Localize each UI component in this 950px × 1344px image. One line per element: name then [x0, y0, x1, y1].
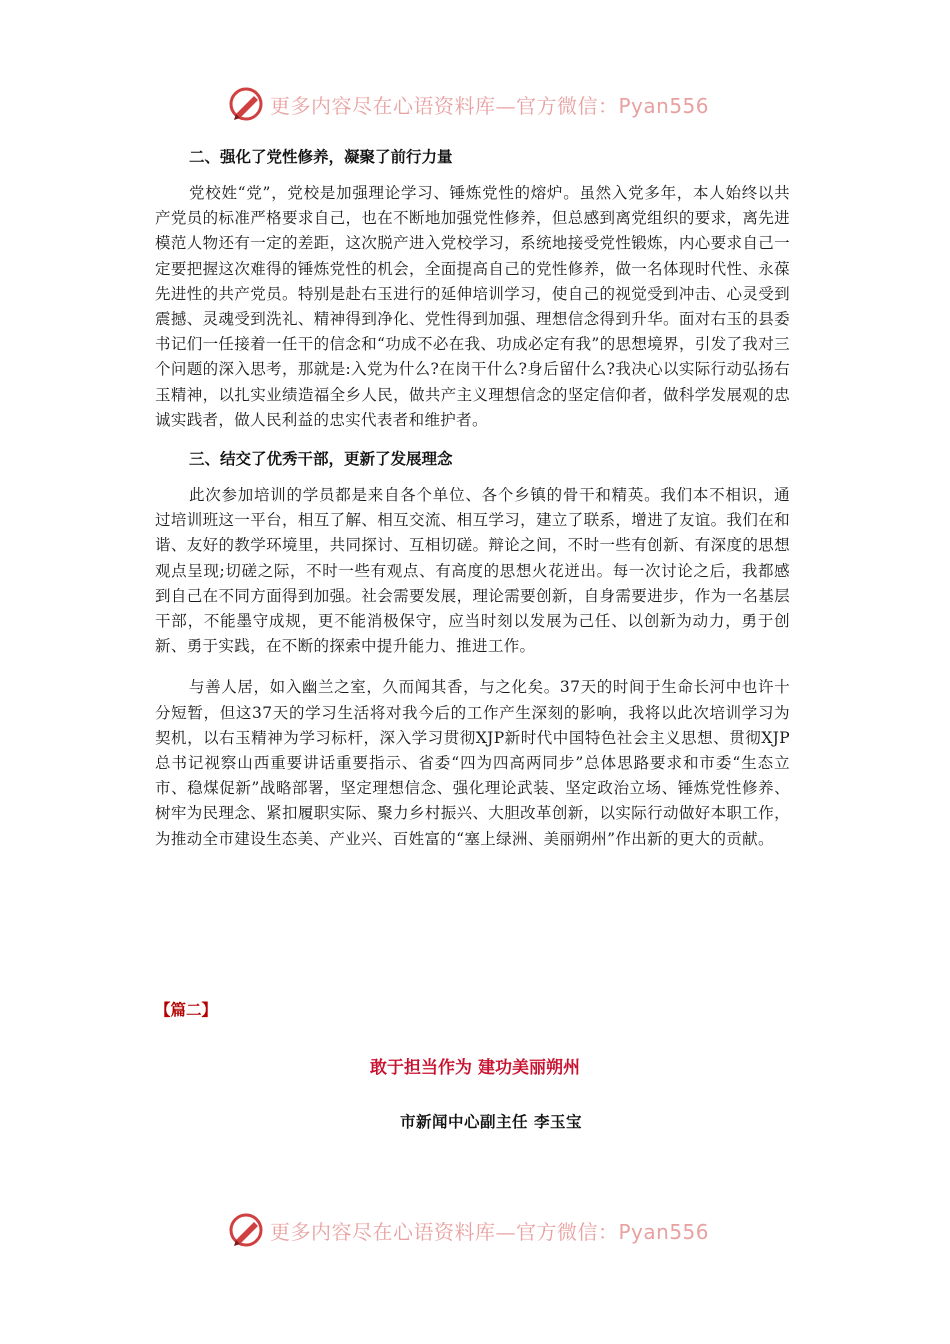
article-byline: 市新闻中心副主任 李玉宝: [400, 1113, 582, 1131]
banner-label: 更多内容尽在心语资料库—官方微信：: [270, 93, 619, 118]
footer-watermark-banner: [228, 1210, 709, 1250]
header-watermark-banner: [228, 84, 709, 124]
part-label: 【篇二】: [155, 1001, 218, 1019]
document-body: [155, 143, 790, 852]
banner-text: [270, 90, 709, 119]
body-paragraph: 与善人居，如入幽兰之室，久而闻其香，与之化矣。37天的时间于生命长河中也许十分短暂，但这37天的学习生活将对我今后的工作产生深刻的影响，我将以此次培训学习为契机，以右玉精神为学习标杆，深入学习贯彻XJP新时代中国特色社会主义思想、贯彻XJP总书记视察山西重要讲话重要指示、省委“四为四高两同步”总体思路要求和市委“生态立市、稳煤促新”战略部署，坚定理想信念、强化理论武装、坚定政治立场、锤炼党性修养、树牢为民理念、紧扣履职实际、聚力乡村振兴、大胆改革创新，以实际行动做好本职工作，为推动全市建设生态美、产业兴、百姓富的“塞上绿洲、美丽朔州”作出新的更大的贡献。: [155, 678, 790, 848]
body-paragraph: 党校姓“党”，党校是加强理论学习、锤炼党性的熔炉。虽然入党多年，本人始终以共产党员的标准严格要求自己，也在不断地加强党性修养，但总感到离党组织的要求，离先进模范人物还有一定的差距，这次脱产进入党校学习，系统地接受党性锻炼，内心要求自己一定要把握这次难得的锤炼党性的机会，全面提高自己的党性修养，做一名体现时代性、永葆先进性的共产党员。特别是赴右玉进行的延伸培训学习，使自己的视觉受到冲击、心灵受到震撼、灵魂受到洗礼、精神得到净化、党性得到加强、理想信念得到升华。面对右玉的县委书记们一任接着一任干的信念和“功成不必在我、功成必定有我”的思想境界，引发了我对三个问题的深入思考，那就是:入党为什么?在岗干什么?身后留什么?我决心以实际行动弘扬右玉精神，以扎实业绩造福全乡人民，做共产主义理想信念的坚定信仰者，做科学发展观的忠诚实践者，做人民利益的忠实代表者和维护者。: [155, 184, 790, 429]
banner-text: [270, 1216, 709, 1245]
banner-wechat-id: Pyan556: [618, 1219, 710, 1244]
article-title: 敢于担当作为 建功美丽朔州: [370, 1058, 580, 1078]
banner-label: 更多内容尽在心语资料库—官方微信：: [270, 1219, 619, 1244]
body-paragraph: 此次参加培训的学员都是来自各个单位、各个乡镇的骨干和精英。我们本不相识，通过培训班这一平台，相互了解、相互交流、相互学习，建立了联系，增进了友谊。我们在和谐、友好的教学环境里，共同探讨、互相切磋。辩论之间，不时一些有创新、有深度的思想观点呈现;切磋之际，不时一些有观点、有高度的思想火花迸出。每一次讨论之后，我都感到自己在不同方面得到加强。社会需要发展，理论需要创新，自身需要进步，作为一名基层干部，不能墨守成规，更不能消极保守，应当时刻以发展为己任、以创新为动力，勇于创新、勇于实践，在不断的探索中提升能力、推进工作。: [155, 486, 790, 656]
pen-logo-icon: [228, 1212, 264, 1248]
banner-wechat-id: Pyan556: [618, 93, 710, 118]
section-heading: 三、结交了优秀干部，更新了发展理念: [189, 450, 453, 469]
pen-logo-icon: [228, 86, 264, 122]
section-heading: 二、强化了党性修养，凝聚了前行力量: [189, 148, 453, 166]
